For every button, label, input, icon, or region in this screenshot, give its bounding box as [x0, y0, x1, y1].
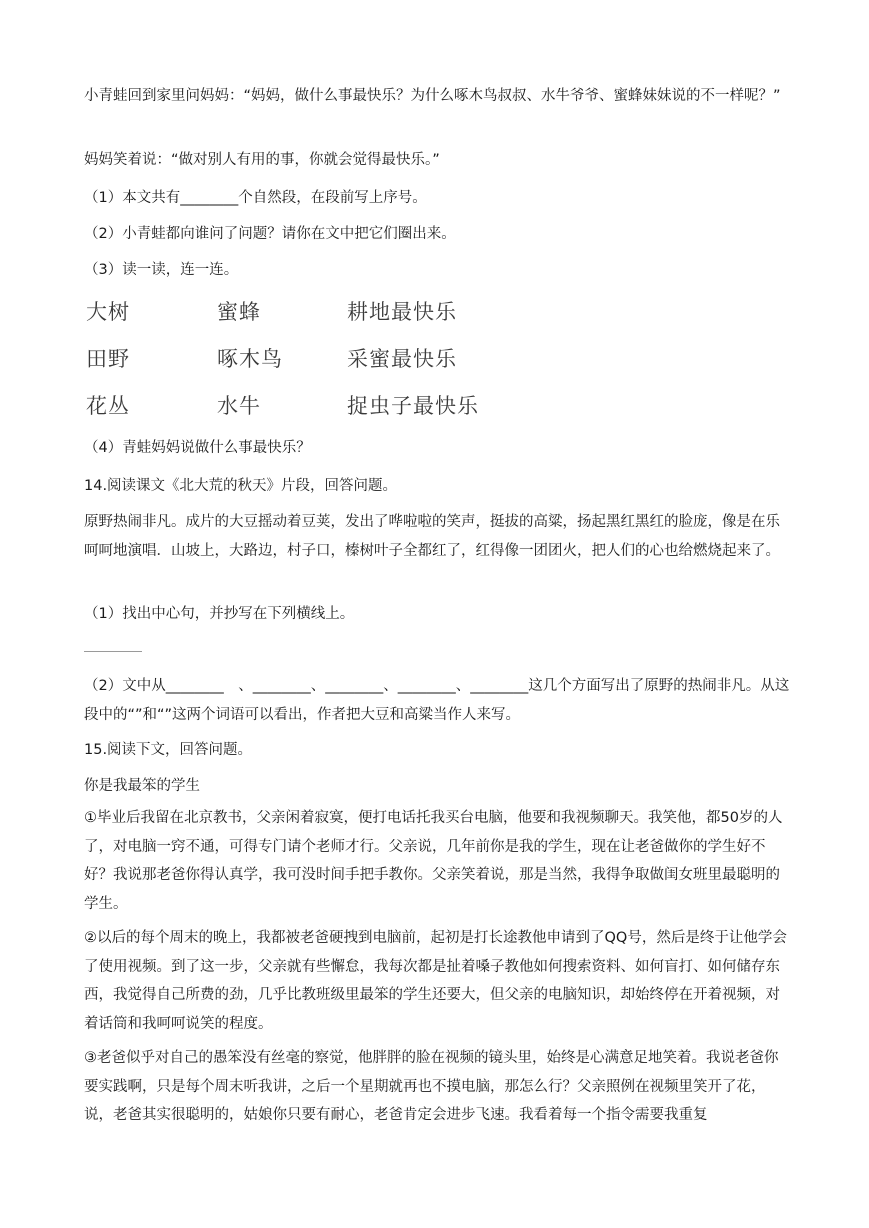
match-item[interactable]: 啄木鸟: [217, 347, 283, 371]
q14-sub1: （1）找出中心句，并抄写在下列横线上。: [84, 606, 355, 622]
answer-line[interactable]: [84, 651, 142, 652]
q13-sub2: （2）小青蛙都向谁问了问题？请你在文中把它们圈出来。: [84, 226, 456, 242]
q14-sub2: （2）文中从________ 、________、________、________、________这几个方面写出了原野的热闹非凡。从这段中的“”和“”这两个词语可以看出，作者把大豆和高粱当作人来写。: [84, 678, 790, 723]
story-paragraph: 小青蛙回到家里问妈妈：“妈妈，做什么事最快乐？为什么啄木鸟叔叔、水牛爷爷、蜜蜂妹妹说的不一样呢？”: [84, 88, 781, 104]
q14-passage: 原野热闹非凡。成片的大豆摇动着豆荚，发出了哗啦啦的笑声，挺拔的高粱，扬起黑红黑红的脸庞，像是在乐呵呵地演唱．山坡上，大路边，村子口，榛树叶子全都红了，红得像一团团火，把人们的心也给燃烧起来了。: [84, 514, 780, 559]
match-item[interactable]: 花丛: [86, 394, 130, 418]
match-item[interactable]: 蜜蜂: [217, 300, 261, 324]
story-title: 你是我最笨的学生: [84, 778, 200, 794]
match-item[interactable]: 大树: [86, 300, 130, 324]
q13-sub3: （3）读一读，连一连。: [84, 262, 239, 278]
q14-title: 14.阅读课文《北大荒的秋天》片段，回答问题。: [84, 478, 398, 494]
match-item[interactable]: 采蜜最快乐: [347, 347, 457, 371]
q13-sub4: （4）青蛙妈妈说做什么事最快乐？: [84, 440, 311, 456]
story-paragraph: ②以后的每个周末的晚上，我都被老爸硬拽到电脑前，起初是打长途教他申请到了QQ号，然后是终于让他学会了使用视频。到了这一步，父亲就有些懈怠，我每次都是扯着嗓子教他如何搜索资料、如何盲打、如何储存东西，我觉得自己所费的劲，几乎比教班级里最笨的学生还要大，但父亲的电脑知识，却始终停在开着视频，对着话筒和我呵呵说笑的程度。: [84, 930, 787, 1032]
match-item[interactable]: 耕地最快乐: [347, 300, 457, 324]
match-item[interactable]: 捉虫子最快乐: [347, 394, 479, 418]
q13-sub1: （1）本文共有________个自然段，在段前写上序号。: [84, 190, 427, 206]
match-item[interactable]: 田野: [86, 347, 130, 371]
story-paragraph: ①毕业后我留在北京教书，父亲闲着寂寞，便打电话托我买台电脑，他要和我视频聊天。我笑他，都50岁的人了，对电脑一窍不通，可得专门请个老师才行。父亲说，几年前你是我的学生，现在让老爸做你的学生好不好？我说那老爸你得认真学，我可没时间手把手教你。父亲笑着说，那是当然，我得争取做闺女班里最聪明的学生。: [84, 810, 783, 912]
match-grid: [86, 292, 506, 422]
story-paragraph: ③老爸似乎对自己的愚笨没有丝毫的察觉，他胖胖的脸在视频的镜头里，始终是心满意足地笑着。我说老爸你要实践啊，只是每个周末听我讲，之后一个星期就再也不摸电脑，那怎么行？父亲照例在视频里笑开了花，说，老爸其实很聪明的，姑娘你只要有耐心，老爸肯定会进步飞速。我看着每一个指令需要我重复: [84, 1050, 779, 1123]
story-paragraph: 妈妈笑着说：“做对别人有用的事，你就会觉得最快乐。”: [84, 152, 440, 168]
match-item[interactable]: 水牛: [217, 394, 261, 418]
q15-title: 15.阅读下文，回答问题。: [84, 742, 253, 758]
